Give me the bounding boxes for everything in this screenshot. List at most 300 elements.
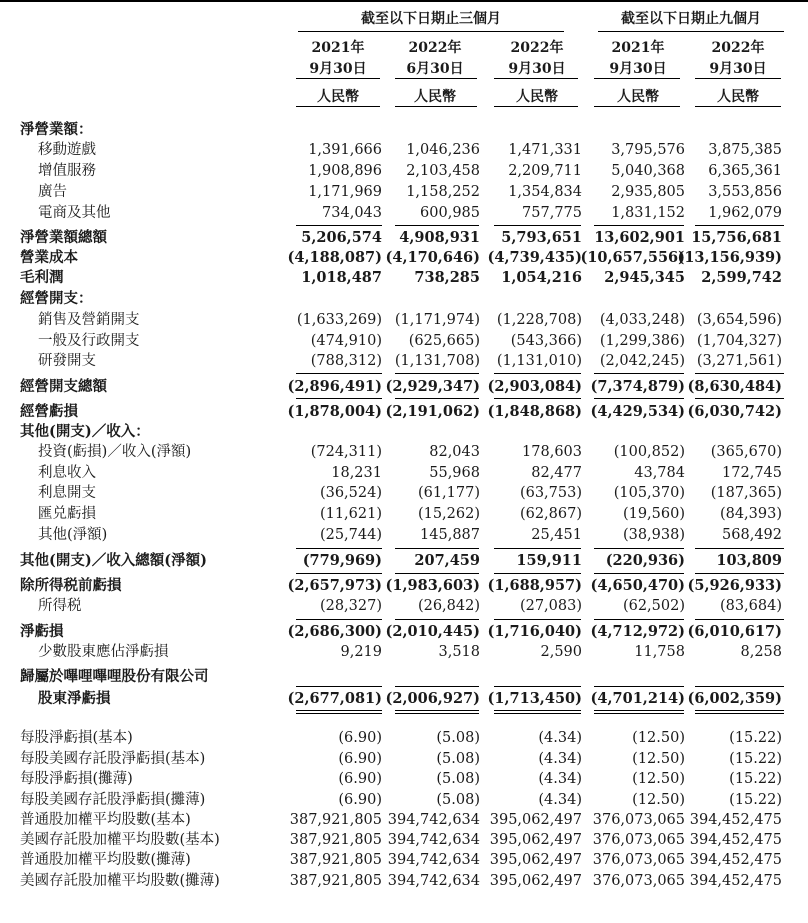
row-label: 匯兑虧損	[38, 506, 96, 522]
row-value: 394,452,475	[689, 873, 782, 889]
row-label: 淨營業額總額	[20, 229, 107, 246]
row-value: 1,046,236	[406, 142, 480, 158]
row-value: (6.90)	[338, 792, 382, 808]
row-value: (4.34)	[538, 730, 582, 746]
row-value: (2,010,445)	[385, 623, 480, 640]
subtotal-rule	[594, 573, 684, 574]
table-row	[0, 596, 808, 617]
column-currency: 人民幣	[516, 89, 558, 105]
row-value: (4,701,214)	[590, 690, 685, 707]
column-date: 6月30日	[406, 61, 464, 77]
row-value: (2,903,084)	[487, 378, 582, 395]
subtotal-rule	[594, 398, 684, 399]
row-value: 1,391,666	[308, 142, 382, 158]
row-value: (220,936)	[605, 552, 685, 569]
row-value: 1,831,152	[611, 205, 685, 221]
row-value: 3,553,856	[708, 184, 782, 200]
row-value: 3,875,385	[708, 142, 782, 158]
row-value: (724,311)	[310, 444, 382, 460]
column-currency: 人民幣	[414, 89, 456, 105]
row-value: 376,073,065	[592, 852, 685, 868]
row-value: 395,062,497	[489, 852, 582, 868]
row-value: 387,921,805	[289, 832, 382, 848]
table-row	[0, 182, 808, 203]
row-value: (1,171,974)	[394, 312, 480, 328]
date-underline	[296, 78, 380, 79]
subtotal-rule	[296, 686, 382, 687]
row-value: (36,524)	[319, 485, 382, 501]
table-row	[0, 161, 808, 182]
total-double-rule	[296, 713, 382, 714]
row-label: 利息收入	[38, 465, 96, 481]
row-value: (1,848,868)	[487, 403, 582, 420]
table-row	[0, 504, 808, 525]
row-value: (6.90)	[338, 751, 382, 767]
row-value: 82,477	[531, 465, 582, 481]
row-value: 1,962,079	[708, 205, 782, 221]
subtotal-rule	[494, 225, 581, 226]
row-value: (19,560)	[622, 506, 685, 522]
row-value: 2,935,805	[611, 184, 685, 200]
column-year: 2022年	[510, 40, 564, 56]
row-value: (2,191,062)	[385, 403, 480, 420]
row-value: (1,131,010)	[496, 353, 582, 369]
row-value: (4.34)	[538, 771, 582, 787]
table-row	[0, 688, 808, 709]
row-label: 毛利潤	[20, 269, 64, 286]
row-label: 除所得税前虧損	[20, 577, 122, 594]
table-row	[0, 575, 808, 596]
row-value: (2,006,927)	[385, 690, 480, 707]
row-label: 營業成本	[20, 249, 78, 266]
subtotal-rule	[695, 686, 784, 687]
row-value: 394,742,634	[387, 832, 480, 848]
subtotal-rule	[296, 373, 382, 374]
table-row	[0, 442, 808, 463]
total-double-rule	[395, 710, 479, 711]
subtotal-rule	[296, 225, 382, 226]
row-value: (15,262)	[417, 506, 480, 522]
row-value: 5,206,574	[301, 229, 382, 246]
row-label: 電商及其他	[38, 205, 111, 221]
row-label: 其他(淨額)	[38, 527, 108, 543]
row-label: 廣告	[38, 184, 67, 200]
row-value: 55,968	[429, 465, 480, 481]
table-row	[0, 351, 808, 372]
row-value: (15.22)	[729, 792, 782, 808]
subtotal-rule	[695, 573, 784, 574]
subtotal-rule	[296, 619, 382, 620]
row-value: (1,878,004)	[287, 403, 382, 420]
row-value: (3,654,596)	[696, 312, 782, 328]
column-date: 9月30日	[609, 61, 667, 77]
row-value: (8,630,484)	[687, 378, 782, 395]
row-value: (100,852)	[613, 444, 685, 460]
row-value: (15.22)	[729, 751, 782, 767]
row-value: 2,599,742	[701, 269, 782, 286]
row-value: (6.90)	[338, 771, 382, 787]
column-date: 9月30日	[508, 61, 566, 77]
row-value: (2,929,347)	[385, 378, 480, 395]
subtotal-rule	[296, 548, 382, 549]
total-double-rule	[494, 713, 581, 714]
row-value: (11,621)	[319, 506, 382, 522]
row-value: 1,158,252	[406, 184, 480, 200]
subtotal-rule	[695, 548, 784, 549]
header-three-months-underline	[298, 31, 564, 32]
currency-underline	[695, 106, 781, 107]
row-label: 增值服務	[38, 163, 96, 179]
total-double-rule	[395, 713, 479, 714]
row-label: 研發開支	[38, 353, 96, 369]
column-year: 2022年	[711, 40, 765, 56]
row-value: (1,131,708)	[394, 353, 480, 369]
subtotal-rule	[395, 619, 479, 620]
row-label: 每股淨虧損(攤薄)	[20, 771, 133, 787]
row-value: (1,716,040)	[487, 623, 582, 640]
row-value: 2,590	[540, 644, 582, 660]
row-value: (12.50)	[632, 751, 685, 767]
row-value: 387,921,805	[289, 812, 382, 828]
row-value: 387,921,805	[289, 873, 382, 889]
row-value: (15.22)	[729, 730, 782, 746]
header-nine-months: 截至以下日期止九個月	[621, 11, 761, 27]
row-value: (6,002,359)	[687, 690, 782, 707]
row-label: 移動遊戲	[38, 142, 96, 158]
row-value: (187,365)	[710, 485, 782, 501]
table-row	[0, 550, 808, 571]
row-value: (1,704,327)	[696, 333, 782, 349]
row-value: 1,354,834	[508, 184, 582, 200]
row-value: 145,887	[420, 527, 480, 543]
row-value: (4,033,248)	[599, 312, 685, 328]
row-value: 387,921,805	[289, 852, 382, 868]
row-value: (4.34)	[538, 792, 582, 808]
row-value: (105,370)	[613, 485, 685, 501]
table-row	[0, 203, 808, 224]
table-row	[0, 830, 808, 851]
row-value: (28,327)	[319, 598, 382, 614]
row-value: 394,452,475	[689, 832, 782, 848]
row-label: 經營虧損	[20, 403, 78, 420]
table-row	[0, 140, 808, 161]
date-underline	[594, 78, 680, 79]
row-value: (1,688,957)	[487, 577, 582, 594]
row-value: 2,103,458	[406, 163, 480, 179]
table-row	[0, 769, 808, 790]
subtotal-rule	[395, 686, 479, 687]
row-label: 淨營業額：	[20, 121, 93, 138]
row-value: (1,633,269)	[296, 312, 382, 328]
row-label: 利息開支	[38, 485, 96, 501]
subtotal-rule	[594, 548, 684, 549]
row-value: (365,670)	[710, 444, 782, 460]
header-three-months: 截至以下日期止三個月	[361, 11, 501, 27]
header-nine-months-underline	[598, 31, 784, 32]
total-double-rule	[695, 713, 784, 714]
row-value: (12.50)	[632, 771, 685, 787]
row-value: (83,684)	[719, 598, 782, 614]
row-value: 394,452,475	[689, 812, 782, 828]
subtotal-rule	[395, 573, 479, 574]
row-value: 394,742,634	[387, 812, 480, 828]
row-value: (5,926,933)	[687, 577, 782, 594]
row-value: 9,219	[340, 644, 382, 660]
row-value: (2,686,300)	[287, 623, 382, 640]
row-label: 每股美國存託股淨虧損(基本)	[20, 751, 206, 767]
total-double-rule	[695, 710, 784, 711]
date-underline	[395, 78, 477, 79]
row-value: (5.08)	[436, 792, 480, 808]
row-value: 178,603	[522, 444, 582, 460]
date-underline	[695, 78, 781, 79]
row-value: (84,393)	[719, 506, 782, 522]
row-value: (15.22)	[729, 771, 782, 787]
table-row	[0, 621, 808, 642]
column-date: 9月30日	[309, 61, 367, 77]
subtotal-rule	[594, 686, 684, 687]
column-date: 9月30日	[709, 61, 767, 77]
table-row	[0, 227, 808, 248]
row-value: (63,753)	[519, 485, 582, 501]
row-value: (62,502)	[622, 598, 685, 614]
table-row	[0, 119, 808, 140]
row-value: 207,459	[414, 552, 480, 569]
table-row	[0, 810, 808, 831]
currency-underline	[296, 106, 380, 107]
row-value: 2,945,345	[604, 269, 685, 286]
row-label: 美國存託股加權平均股數(基本)	[20, 832, 220, 848]
subtotal-rule	[594, 619, 684, 620]
currency-underline	[594, 106, 680, 107]
subtotal-rule	[296, 573, 382, 574]
row-value: 1,471,331	[508, 142, 582, 158]
row-value: (4,650,470)	[590, 577, 685, 594]
column-year: 2022年	[408, 40, 462, 56]
row-label: 淨虧損	[20, 623, 64, 640]
row-label: 歸屬於嗶哩嗶哩股份有限公司	[20, 668, 209, 685]
row-value: 11,758	[634, 644, 685, 660]
row-value: 2,209,711	[508, 163, 582, 179]
total-double-rule	[494, 710, 581, 711]
row-value: (7,374,879)	[590, 378, 685, 395]
row-value: (2,677,081)	[287, 690, 382, 707]
row-value: (4,188,087)	[287, 249, 382, 266]
row-value: 757,775	[522, 205, 582, 221]
row-label: 一般及行政開支	[38, 333, 140, 349]
row-value: (3,271,561)	[696, 353, 782, 369]
subtotal-rule	[395, 225, 479, 226]
row-label: 經營開支總額	[20, 378, 107, 395]
row-label: 經營開支：	[20, 290, 93, 307]
row-value: 25,451	[531, 527, 582, 543]
row-value: (4,429,534)	[590, 403, 685, 420]
row-label: 少數股東應佔淨虧損	[38, 644, 169, 660]
table-row	[0, 376, 808, 397]
row-value: 159,911	[516, 552, 582, 569]
row-value: (6.90)	[338, 730, 382, 746]
row-label: 銷售及營銷開支	[38, 312, 140, 328]
row-value: (12.50)	[632, 792, 685, 808]
row-value: (62,867)	[519, 506, 582, 522]
row-value: 1,908,896	[308, 163, 382, 179]
row-value: (779,969)	[302, 552, 382, 569]
row-value: 1,171,969	[308, 184, 382, 200]
table-row	[0, 749, 808, 770]
row-value: 395,062,497	[489, 832, 582, 848]
row-value: 1,018,487	[301, 269, 382, 286]
row-value: (4,712,972)	[590, 623, 685, 640]
row-value: (61,177)	[417, 485, 480, 501]
row-value: (1,983,603)	[385, 577, 480, 594]
table-row	[0, 642, 808, 663]
row-value: (4.34)	[538, 751, 582, 767]
row-value: 172,745	[722, 465, 782, 481]
row-label: 其他(開支)／收入：	[20, 423, 150, 440]
table-row	[0, 463, 808, 484]
row-value: (25,744)	[319, 527, 382, 543]
table-row	[0, 310, 808, 331]
row-label: 每股淨虧損(基本)	[20, 730, 133, 746]
row-value: 43,784	[634, 465, 685, 481]
row-value: (5.08)	[436, 771, 480, 787]
table-row	[0, 331, 808, 352]
subtotal-rule	[594, 225, 684, 226]
row-label: 普通股加權平均股數(攤薄)	[20, 852, 191, 868]
row-value: 5,040,368	[611, 163, 685, 179]
row-value: 1,054,216	[501, 269, 582, 286]
date-underline	[494, 78, 578, 79]
row-value: (788,312)	[310, 353, 382, 369]
column-currency: 人民幣	[717, 89, 759, 105]
row-value: (13,156,939)	[677, 249, 782, 266]
row-label: 股東淨虧損	[38, 690, 111, 707]
row-value: 8,258	[740, 644, 782, 660]
row-value: 13,602,901	[594, 229, 685, 246]
row-value: 395,062,497	[489, 812, 582, 828]
row-label: 其他(開支)／收入總額(淨額)	[20, 552, 207, 569]
row-value: 3,795,576	[611, 142, 685, 158]
row-value: (10,657,556)	[580, 249, 685, 266]
row-label: 每股美國存託股淨虧損(攤薄)	[20, 792, 206, 808]
row-value: 5,793,651	[501, 229, 582, 246]
row-value: (38,938)	[622, 527, 685, 543]
total-double-rule	[594, 710, 684, 711]
row-value: (625,665)	[408, 333, 480, 349]
row-value: (4,170,646)	[385, 249, 480, 266]
subtotal-rule	[494, 373, 581, 374]
row-value: 376,073,065	[592, 812, 685, 828]
row-label: 普通股加權平均股數(基本)	[20, 812, 191, 828]
row-value: 738,285	[414, 269, 480, 286]
subtotal-rule	[296, 398, 382, 399]
row-value: 568,492	[722, 527, 782, 543]
table-row	[0, 247, 808, 268]
table-row	[0, 871, 808, 892]
subtotal-rule	[695, 619, 784, 620]
subtotal-rule	[695, 373, 784, 374]
subtotal-rule	[395, 398, 479, 399]
row-value: (26,842)	[417, 598, 480, 614]
row-value: 82,043	[429, 444, 480, 460]
row-value: (2,042,245)	[599, 353, 685, 369]
row-value: (5.08)	[436, 751, 480, 767]
row-value: (6,010,617)	[687, 623, 782, 640]
table-row	[0, 790, 808, 811]
subtotal-rule	[695, 398, 784, 399]
row-value: 734,043	[322, 205, 382, 221]
row-label: 投資(虧損)／收入(淨額)	[38, 444, 192, 460]
table-row	[0, 421, 808, 442]
column-currency: 人民幣	[617, 89, 659, 105]
subtotal-rule	[395, 373, 479, 374]
total-double-rule	[296, 710, 382, 711]
subtotal-rule	[594, 373, 684, 374]
subtotal-rule	[494, 573, 581, 574]
column-year: 2021年	[311, 40, 365, 56]
currency-underline	[494, 106, 578, 107]
table-row	[0, 483, 808, 504]
row-value: 15,756,681	[691, 229, 782, 246]
row-value: (27,083)	[519, 598, 582, 614]
table-row	[0, 850, 808, 871]
row-value: 18,231	[331, 465, 382, 481]
row-value: 4,908,931	[399, 229, 480, 246]
row-value: 394,452,475	[689, 852, 782, 868]
table-row	[0, 288, 808, 309]
subtotal-rule	[695, 225, 784, 226]
subtotal-rule	[494, 619, 581, 620]
currency-underline	[395, 106, 477, 107]
row-value: (2,896,491)	[287, 378, 382, 395]
table-row	[0, 666, 808, 687]
row-value: (4,739,435)	[487, 249, 582, 266]
row-value: (543,366)	[510, 333, 582, 349]
row-value: (1,228,708)	[496, 312, 582, 328]
table-row	[0, 728, 808, 749]
subtotal-rule	[395, 548, 479, 549]
row-value: 395,062,497	[489, 873, 582, 889]
row-value: (2,657,973)	[287, 577, 382, 594]
subtotal-rule	[494, 548, 581, 549]
column-year: 2021年	[611, 40, 665, 56]
table-row	[0, 267, 808, 288]
table-row	[0, 401, 808, 422]
row-value: 376,073,065	[592, 873, 685, 889]
row-value: (5.08)	[436, 730, 480, 746]
row-value: 6,365,361	[708, 163, 782, 179]
row-value: 103,809	[716, 552, 782, 569]
row-value: (12.50)	[632, 730, 685, 746]
subtotal-rule	[494, 686, 581, 687]
top-rule	[0, 0, 808, 2]
column-currency: 人民幣	[317, 89, 359, 105]
row-value: 394,742,634	[387, 852, 480, 868]
row-value: 394,742,634	[387, 873, 480, 889]
row-value: (474,910)	[310, 333, 382, 349]
row-label: 所得税	[38, 598, 82, 614]
row-value: 600,985	[420, 205, 480, 221]
row-value: 376,073,065	[592, 832, 685, 848]
row-value: (1,299,386)	[599, 333, 685, 349]
table-row	[0, 525, 808, 546]
total-double-rule	[594, 713, 684, 714]
row-value: (6,030,742)	[687, 403, 782, 420]
row-value: (1,713,450)	[487, 690, 582, 707]
row-value: 3,518	[438, 644, 480, 660]
subtotal-rule	[494, 398, 581, 399]
row-label: 美國存託股加權平均股數(攤薄)	[20, 873, 220, 889]
